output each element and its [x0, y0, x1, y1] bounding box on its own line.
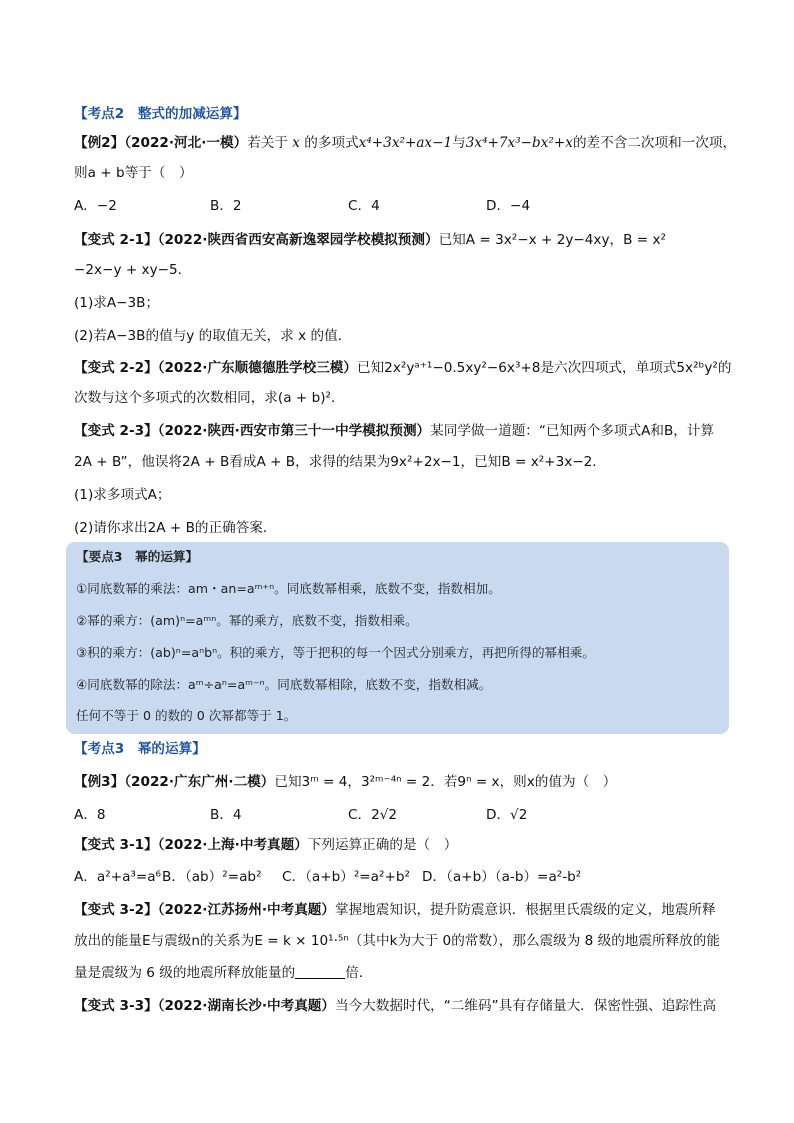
variant-2-1-question-1: (1)求A−3B；: [74, 295, 160, 311]
example-3-option-d[interactable]: D．√2: [486, 807, 528, 823]
example-3-option-a[interactable]: A．8: [74, 807, 106, 823]
variant-3-2-source: （2022·江苏扬州·中考真题）: [157, 902, 335, 918]
variant-3-2-line-3-text: 量是震级为 6 级的地震所释放能量的: [74, 965, 296, 981]
section-3-heading: 【考点3 幂的运算】: [74, 741, 206, 757]
section-2-heading: 【考点2 整式的加减运算】: [74, 106, 247, 122]
variant-2-1-line-2: −2x−y + xy−5．: [74, 262, 192, 278]
variant-3-1-option-d[interactable]: D．（a+b）（a-b）=a²-b²: [422, 869, 582, 885]
variant-3-1-option-a[interactable]: A．a²+a³=a⁶: [74, 869, 162, 885]
example-2-tag: 【例2】: [74, 135, 125, 151]
example-2-option-d[interactable]: D．−4: [486, 198, 531, 214]
variant-2-3-line-1: [74, 422, 714, 440]
variant-2-3-tag: 【变式 2-3】: [74, 423, 158, 439]
variant-2-3-source: （2022·陕西·西安市第三十一中学模拟预测）: [157, 423, 431, 439]
key-point-3-box: [66, 542, 729, 734]
example-3-source: （2022·广东广州·二模）: [124, 774, 275, 790]
variant-3-1-tag: 【变式 3-1】: [74, 837, 158, 853]
key-point-3-rule-1: ①同底数幂的乘法：am・an=aᵐ⁺ⁿ。同底数幂相乘，底数不变，指数相加。: [76, 581, 501, 596]
variant-2-1-source: （2022·陕西省西安高新逸翠园学校模拟预测）: [157, 232, 439, 248]
key-point-3-rule-4: ④同底数幂的除法：aᵐ÷aⁿ=aᵐ⁻ⁿ。同底数幂相除，底数不变，指数相减。: [76, 677, 492, 692]
variant-2-1-question-2: (2)若A−3B的值与y 的取值无关，求 x 的值．: [74, 328, 352, 344]
variant-2-1-tag: 【变式 2-1】: [74, 232, 158, 248]
example-2-line-1: [74, 134, 736, 152]
variant-3-2-line-3-end: 倍．: [345, 965, 373, 981]
example-3-option-c[interactable]: C．2√2: [348, 807, 398, 823]
variant-2-2-line-2: 次数与这个多项式的次数相同，求(a + b)²．: [74, 390, 345, 406]
key-point-3-rule-3: ③积的乘方：(ab)ⁿ=aⁿbⁿ。积的乘方，等于把积的每一个因式分别乘方，再把所得的幂相乘。: [76, 645, 595, 660]
example-3-option-b[interactable]: B．4: [210, 807, 242, 823]
variant-2-2-line-1: [74, 359, 731, 377]
example-2-text: 若关于: [247, 135, 288, 151]
example-2-source: （2022·河北·一模）: [124, 135, 248, 151]
variant-2-3-question-2: (2)请你求出2A + B的正确答案．: [74, 520, 277, 536]
key-point-3-rule-5: 任何不等于 0 的数的 0 次幂都等于 1。: [76, 708, 297, 723]
variant-3-3-text: 当今大数据时代，“二维码”具有存储量大．保密性强、追踪性高: [334, 998, 717, 1014]
key-point-3-title: 【要点3 幂的运算】: [76, 549, 199, 564]
example-2-text3: 的差不含二次项和一次项，: [572, 135, 737, 151]
variant-3-2-text: 掌握地震知识，提升防震意识．根据里氏震级的定义，地震所释: [334, 902, 716, 918]
variant-3-2-line-1: [74, 901, 716, 919]
key-point-3-rule-2: ②幂的乘方：(am)ⁿ=aᵐⁿ。幂的乘方，底数不变，指数相乘。: [76, 613, 418, 628]
variant-3-2-line-2: 放出的能量E与震级n的关系为E = k × 10¹·⁵ⁿ（其中k为大于 0的常数），那么震级为 8 级的地震所释放的能: [74, 933, 720, 949]
variant-3-2-line-3: [74, 964, 372, 982]
variant-2-3-text: 某同学做一道题：“已知两个多项式A和B，计算: [430, 423, 715, 439]
variant-3-1-line-1: [74, 836, 457, 854]
variant-3-1-option-b[interactable]: B．（ab）²=ab²: [162, 869, 262, 885]
example-2-option-a[interactable]: A．−2: [74, 198, 117, 214]
polynomial-1: x⁴+3x²+ax−1: [358, 135, 453, 151]
variant-3-3-tag: 【变式 3-3】: [74, 998, 158, 1014]
variant-2-3-line-2: 2A + B”，他误将2A + B看成A + B，求得的结果为9x²+2x−1，已知B = x²+3x−2．: [74, 454, 606, 470]
example-3-line-1: [74, 773, 616, 791]
variant-2-2-tag: 【变式 2-2】: [74, 360, 158, 376]
variant-2-2-source: （2022·广东顺德德胜学校三模）: [157, 360, 357, 376]
variant-2-2-text: 已知2x²yᵃ⁺¹−0.5xy²−6x³+8是六次四项式，单项式5x²ᵇy²的: [357, 360, 732, 376]
variant-2-3-question-1: (1)求多项式A；: [74, 487, 171, 503]
variant-3-1-source: （2022·上海·中考真题）: [157, 837, 308, 853]
variant-2-1-line-1: [74, 231, 666, 249]
variant-3-2-tag: 【变式 3-2】: [74, 902, 158, 918]
answer-blank[interactable]: [295, 966, 345, 979]
example-3-tag: 【例3】: [74, 774, 125, 790]
polynomial-2: 3x⁴+7x³−bx²+x: [465, 135, 573, 151]
example-2-option-c[interactable]: C．4: [348, 198, 380, 214]
with-word: 与: [452, 135, 466, 151]
var-x: x: [292, 135, 300, 151]
variant-3-3-source: （2022·湖南长沙·中考真题）: [157, 998, 335, 1014]
variant-2-1-text: 已知A = 3x²−x + 2y−4xy，B = x²: [438, 232, 666, 248]
example-2-option-b[interactable]: B．2: [210, 198, 242, 214]
variant-3-3-line-1: [74, 997, 716, 1015]
variant-3-1-option-c[interactable]: C．（a+b）²=a²+b²: [282, 869, 410, 885]
example-2-text2: 的多项式: [304, 135, 359, 151]
variant-3-1-text: 下列运算正确的是（ ）: [307, 837, 458, 853]
example-3-text: 已知3ᵐ = 4，3²ᵐ⁻⁴ⁿ = 2．若9ⁿ = x，则x的值为（ ）: [274, 774, 617, 790]
example-2-line-2: 则a + b等于（ ）: [74, 165, 193, 181]
